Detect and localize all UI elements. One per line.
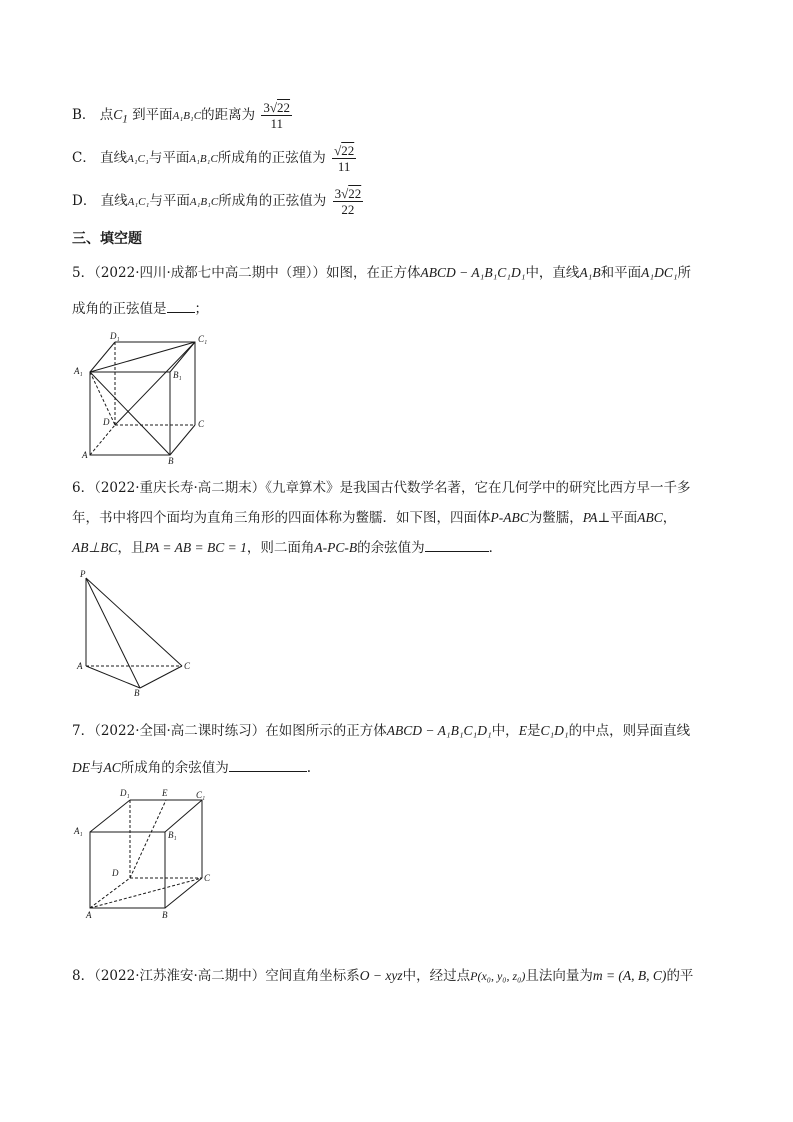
question-8-line-1: 8．（2022·江苏淮安·高二期中）空间直角坐标系O − xyz中，经过点P(x₀, y₀, z₀)且法向量为m = (A, B, C)的平 (72, 968, 694, 984)
option-c: C． 直线A₁C₁与平面A₁B₁C所成角的正弦值为 $\frac{√22}{11}$ (72, 143, 355, 174)
label-e: E (162, 788, 168, 798)
fraction: $\frac{3√22}{22}$ (334, 186, 362, 217)
fraction: $\frac{3√22}{11}$ (263, 100, 291, 131)
label-a: A (77, 661, 83, 671)
option-b: B． 点$C_1$ 到平面A₁B₁C的距离为 $\frac{3√22}{11}$ (72, 100, 291, 131)
label-p: P (80, 569, 86, 579)
answer-blank (167, 298, 195, 313)
label-a: A (82, 450, 88, 460)
option-letter: C． (72, 150, 96, 166)
label-b1: B₁ (173, 370, 182, 380)
fraction: $\frac{√22}{11}$ (334, 143, 355, 174)
section-heading: 三、填空题 (72, 231, 142, 247)
label-d: D (103, 417, 110, 427)
label-b1: B₁ (168, 830, 177, 840)
label-d: D (112, 868, 119, 878)
question-6-line-2: 年，书中将四个面均为直角三角形的四面体称为鳖臑．如下图，四面体P-ABC为鳖臑，PA⊥平面ABC， (72, 510, 677, 526)
label-a1: A₁ (74, 826, 83, 836)
answer-blank (229, 757, 307, 772)
label-c: C (198, 419, 205, 429)
question-5-line-2: 成角的正弦值是 ； (72, 298, 208, 319)
option-letter: B． (72, 107, 96, 123)
option-letter: D． (72, 193, 97, 209)
label-c1: C₁ (196, 790, 206, 800)
label-d1: D₁ (110, 331, 120, 341)
question-5-line-1: 5．（2022·四川·成都七中高二期中（理））如图，在正方体ABCD − A₁B₁C₁D₁中，直线A₁B和平面A₁DC₁所 (72, 265, 692, 281)
question-6-line-1: 6．（2022·重庆长寿·高二期末）《九章算术》是我国古代数学名著，它在几何学中的研究比西方早一千多 (72, 480, 691, 496)
option-d: D． 直线A₁C₁与平面A₁B₁C所成角的正弦值为 $\frac{3√22}{22}$ (72, 186, 362, 217)
figure-cube-q5 (70, 330, 220, 465)
label-b: B (162, 910, 168, 920)
figure-cube-q7 (70, 786, 220, 921)
label-b: B (134, 688, 140, 696)
label-a: A (86, 910, 92, 920)
answer-blank (425, 537, 489, 552)
figure-tetrahedron-q6 (72, 568, 197, 696)
label-d1: D₁ (120, 788, 130, 798)
label-c: C (204, 873, 211, 883)
label-c: C (184, 661, 191, 671)
question-7-line-2: DE与AC所成角的余弦值为 . (72, 757, 311, 778)
label-b: B (168, 456, 174, 465)
question-7-line-1: 7．（2022·全国·高二课时练习）在如图所示的正方体ABCD − A₁B₁C₁D₁中，E是C₁D₁的中点，则异面直线 (72, 723, 691, 739)
question-6-line-3: AB⊥BC，且PA = AB = BC = 1，则二面角A-PC-B的余弦值为 ． (72, 537, 502, 558)
label-c1: C₁ (198, 334, 208, 344)
label-a1: A₁ (74, 366, 83, 376)
